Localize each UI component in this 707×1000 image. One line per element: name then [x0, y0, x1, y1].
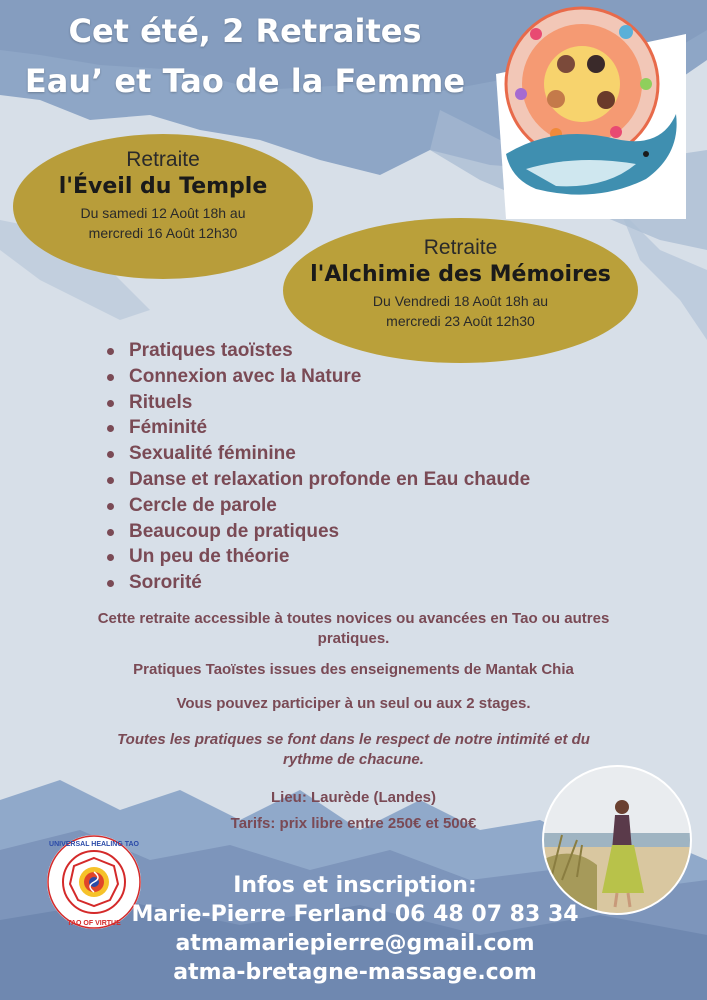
retreat-badge-eveil-temple — [13, 134, 313, 279]
contact-website[interactable]: atma-bretagne-massage.com — [173, 960, 537, 985]
teachings-note: Pratiques Taoïstes issues des enseignements de Mantak Chia — [133, 661, 574, 678]
respect-line2: rythme de chacune. — [283, 751, 424, 768]
accessibility-line2: pratiques. — [317, 630, 390, 647]
respect-line1: Toutes les pratiques se font dans le respect de notre intimité et du — [117, 731, 590, 748]
list-item: Un peu de théorie — [104, 544, 530, 570]
accessibility-note — [30, 609, 677, 649]
prices-text: Tarifs: prix libre entre 250€ et 500€ — [230, 815, 477, 832]
list-item: Danse et relaxation profonde en Eau chaude — [104, 467, 530, 493]
list-item: Connexion avec la Nature — [104, 364, 530, 390]
practices-list — [104, 338, 530, 596]
retreat-dates-line2: mercredi 23 Août 12h30 — [386, 313, 535, 329]
list-item: Sexualité féminine — [104, 441, 530, 467]
list-item: Féminité — [104, 415, 530, 441]
retreat-dates-line1: Du Vendredi 18 Août 18h au — [372, 293, 549, 309]
list-item: Rituels — [104, 390, 530, 416]
main-title-line2: Eau’ et Tao de la Femme — [24, 62, 466, 100]
accessibility-line1: Cette retraite accessible à toutes novices ou avancées en Tao ou autres — [97, 610, 610, 627]
main-title-line1: Cet été, 2 Retraites — [68, 12, 422, 50]
retreat-name: l'Alchimie des Mémoires — [310, 262, 611, 287]
contact-name-phone[interactable]: Marie-Pierre Ferland 06 48 07 83 34 — [131, 902, 579, 927]
location-text: Lieu: Laurède (Landes) — [270, 789, 437, 806]
women-circle-whale-artwork — [496, 4, 686, 219]
retreat-name: l'Éveil du Temple — [58, 174, 268, 199]
respect-note — [30, 730, 677, 770]
list-item: Pratiques taoïstes — [104, 338, 530, 364]
list-item: Sororité — [104, 570, 530, 596]
participation-note: Vous pouvez participer à un seul ou aux 2 stages. — [176, 695, 531, 712]
contact-email[interactable]: atmamariepierre@gmail.com — [175, 931, 535, 956]
list-item: Beaucoup de pratiques — [104, 519, 530, 545]
retreat-dates-line2: mercredi 16 Août 12h30 — [88, 225, 238, 241]
retreat-keyword: Retraite — [423, 236, 498, 259]
retreat-dates-line1: Du samedi 12 Août 18h au — [80, 205, 246, 221]
contact-heading: Infos et inscription: — [233, 873, 477, 898]
retreat-keyword: Retraite — [126, 148, 200, 171]
svg-text:TAO OF VIRTUE: TAO OF VIRTUE — [67, 920, 121, 927]
svg-text:UNIVERSAL HEALING TAO: UNIVERSAL HEALING TAO — [49, 841, 139, 848]
list-item: Cercle de parole — [104, 493, 530, 519]
